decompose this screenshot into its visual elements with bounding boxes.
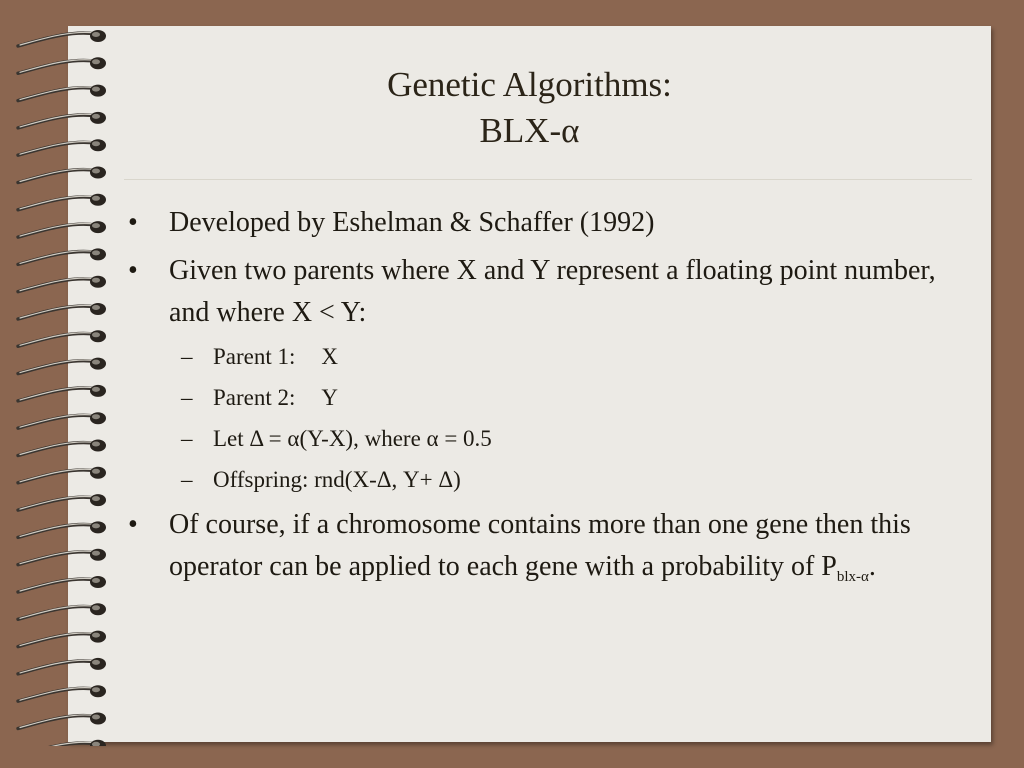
slide-body [128, 202, 978, 594]
sub-bullet-value: Y [321, 385, 339, 410]
sub-bullet-text: Offspring: rnd(X-Δ, Y+ Δ) [213, 467, 461, 492]
bullet-text: Developed by Eshelman & Schaffer (1992) [169, 207, 655, 238]
bullet-item [128, 202, 978, 244]
sub-bullet-item [128, 340, 978, 374]
binding-ring [18, 221, 106, 237]
binding-ring [18, 658, 106, 674]
bullet-marker: • [128, 207, 138, 238]
binding-ring [18, 494, 106, 510]
bullet-marker: • [128, 509, 138, 540]
binding-ring [18, 549, 106, 565]
binding-ring [18, 631, 106, 647]
binding-ring [18, 576, 106, 592]
bullet-text: Given two parents where X and Y represent a floating point number, and where X < Y: [169, 255, 936, 328]
binding-ring [18, 713, 106, 729]
sub-bullet-marker: – [181, 426, 193, 451]
sub-bullet-item [128, 463, 978, 497]
binding-ring [18, 685, 106, 701]
sub-bullet-marker: – [181, 385, 193, 410]
binding-ring [18, 412, 106, 428]
bullet-text: Of course, if a chromosome contains more than one gene then this operator can be applied to each gene with a probability of P [169, 509, 911, 582]
title-line-1: Genetic Algorithms: [387, 65, 672, 104]
binding-ring [18, 194, 106, 210]
bullet-marker: • [128, 255, 138, 286]
binding-ring [18, 167, 106, 183]
binding-ring [18, 330, 106, 346]
binding-ring [18, 521, 106, 537]
binding-ring [18, 385, 106, 401]
binding-ring [18, 276, 106, 292]
bullet-text-end: . [868, 551, 876, 582]
binding-ring [18, 603, 106, 619]
sub-bullet-item [128, 381, 978, 415]
title-divider [124, 179, 972, 180]
sub-bullet-value: X [321, 344, 339, 369]
binding-ring [18, 467, 106, 483]
sub-bullet-text: Let Δ = α(Y-X), where α = 0.5 [213, 426, 492, 451]
title-line-2: BLX-α [479, 111, 580, 150]
bullet-item [128, 504, 978, 588]
binding-ring [18, 440, 106, 456]
bullet-item [128, 250, 978, 334]
slide-title [68, 62, 991, 154]
sub-bullet-item [128, 422, 978, 456]
binding-ring [18, 740, 106, 746]
binding-ring [18, 358, 106, 374]
subscript-text: blx-α [836, 569, 869, 585]
sub-bullet-marker: – [181, 467, 193, 492]
sub-bullet-marker: – [181, 344, 193, 369]
sub-bullet-label: Parent 1: [213, 344, 296, 369]
sub-bullet-label: Parent 2: [213, 385, 296, 410]
binding-ring [18, 30, 106, 46]
binding-ring [18, 303, 106, 319]
binding-ring [18, 248, 106, 264]
